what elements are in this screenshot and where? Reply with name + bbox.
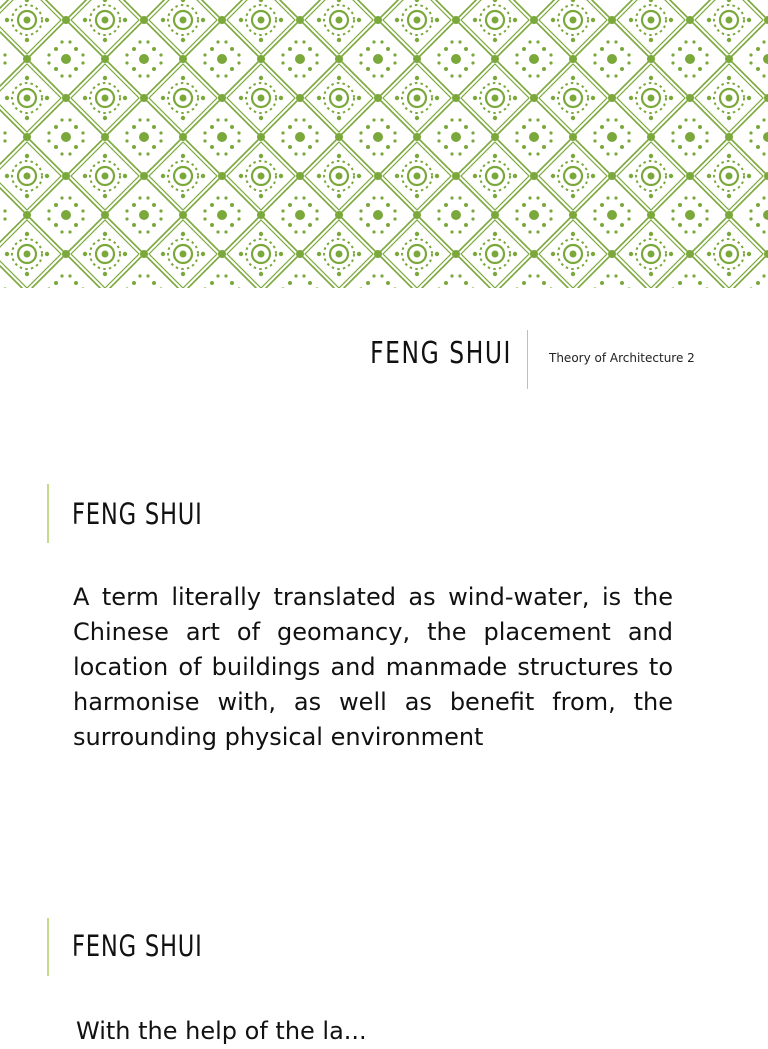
heading-accent-bar bbox=[47, 918, 49, 976]
slide-subtitle: Theory of Architecture 2 bbox=[549, 351, 695, 365]
section-heading: FENG SHUI bbox=[72, 497, 203, 531]
geometric-pattern-graphic bbox=[0, 0, 768, 288]
definition-paragraph: A term literally translated as wind-water, is the Chinese art of geomancy, the placement and location of buildings and manmade structures to harmonise with, as well as benefit from, the surrounding physical environment bbox=[73, 583, 673, 751]
slide-title: FENG SHUI bbox=[370, 336, 512, 371]
section-heading: FENG SHUI bbox=[72, 929, 203, 963]
cut-off-paragraph: With the help of the la... bbox=[76, 1017, 367, 1045]
decorative-pattern-banner bbox=[0, 0, 768, 288]
title-divider bbox=[527, 330, 528, 389]
heading-accent-bar bbox=[47, 484, 49, 543]
